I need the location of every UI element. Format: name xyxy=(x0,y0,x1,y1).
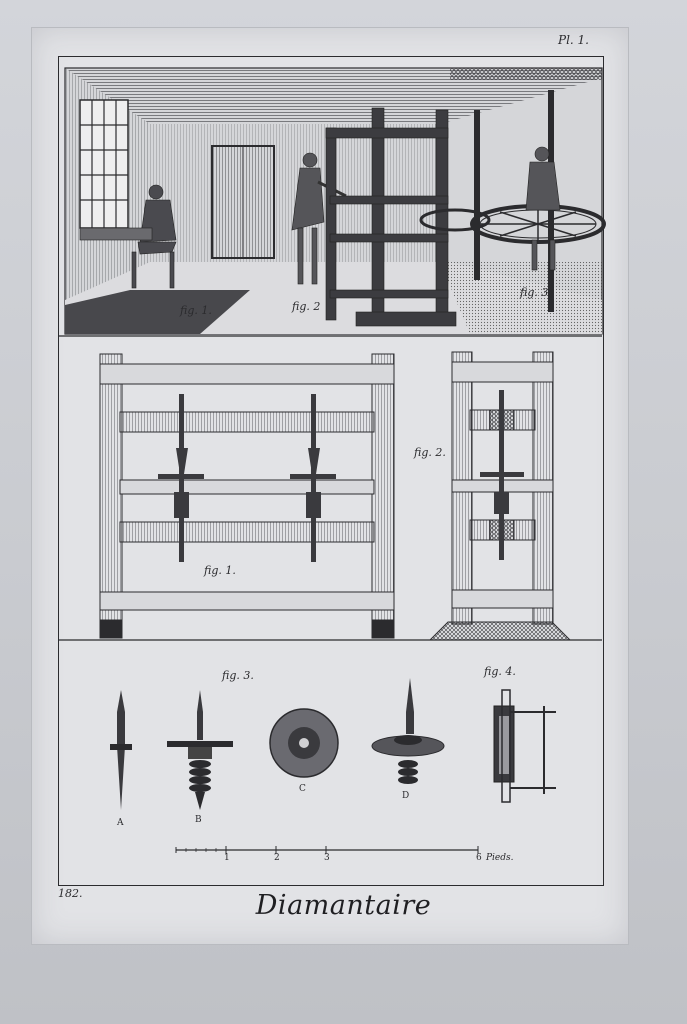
part-b-label: B xyxy=(195,815,202,825)
machine-elevations xyxy=(58,336,602,640)
machine-fig-2-label: fig. 2. xyxy=(414,446,446,459)
detail-fig-4-label: fig. 4. xyxy=(484,665,516,678)
plate-number: Pl. 1. xyxy=(558,33,589,47)
plate-title: Diamantaire xyxy=(255,890,432,921)
scale-unit: Pieds. xyxy=(486,853,514,863)
machine-fig-1-label: fig. 1. xyxy=(204,564,236,577)
scale-tick-2: 2 xyxy=(274,853,280,863)
detail-fig-3-label: fig. 3. xyxy=(222,669,254,682)
page-number: 182. xyxy=(58,887,83,900)
part-d-label: D xyxy=(402,791,410,801)
part-a-label: A xyxy=(117,818,124,828)
scene-fig-1-label: fig. 1. xyxy=(180,304,212,317)
part-c-label: C xyxy=(299,784,306,794)
scale-tick-6: 6 xyxy=(476,853,482,863)
scale-tick-3: 3 xyxy=(324,853,330,863)
scale-tick-1: 1 xyxy=(224,853,230,863)
detail-parts xyxy=(110,678,556,810)
scene-fig-2-label: fig. 2 xyxy=(292,300,321,313)
scene-fig-3-label: fig. 3 xyxy=(520,286,549,299)
